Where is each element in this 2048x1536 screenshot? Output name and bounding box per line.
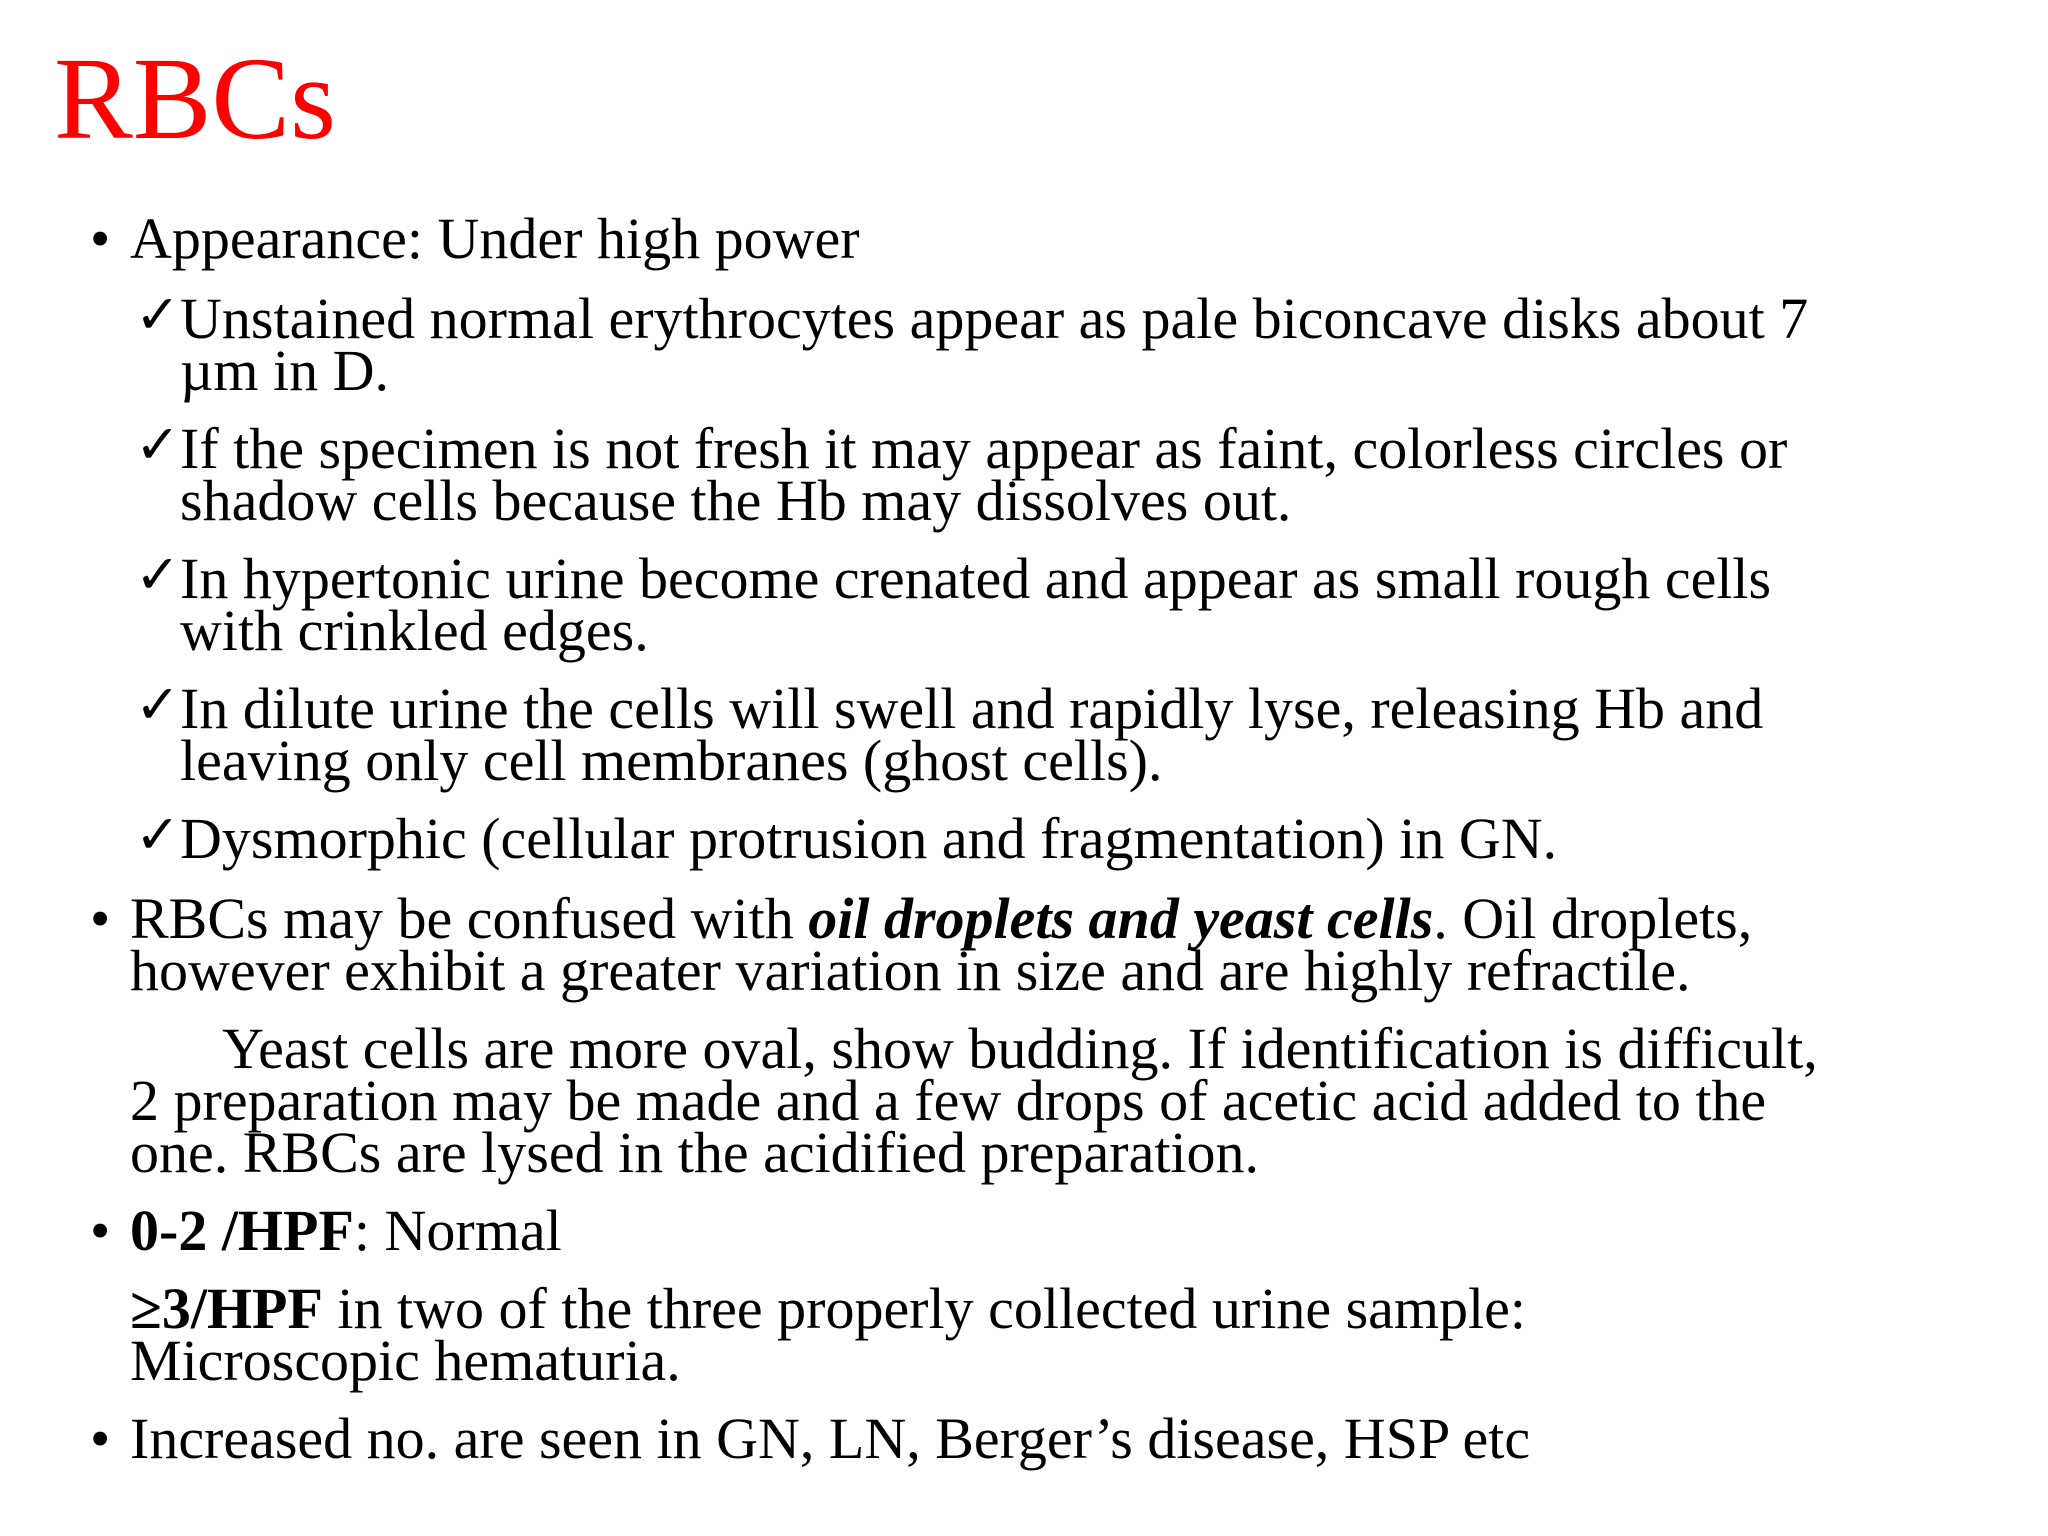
normal-label: : Normal — [353, 1198, 562, 1263]
confusion-suffix: . Oil droplets, — [1433, 886, 1753, 951]
check-item-line: Dysmorphic (cellular protrusion and fragmentation) in GN. — [180, 806, 1558, 871]
check-item-line: leaving only cell membranes (ghost cells). — [180, 728, 1163, 793]
check-item-line: In dilute urine the cells will swell and rapidly lyse, releasing Hb and — [180, 676, 1764, 741]
check-item-line: If the specimen is not fresh it may appear as faint, colorless circles or — [180, 416, 1788, 481]
bullet-icon: • — [90, 206, 111, 271]
check-icon: ✓ — [135, 675, 181, 735]
confusion-line-2: however exhibit a greater variation in size and are highly refractile. — [130, 938, 1691, 1003]
slide-title: RBCs — [54, 33, 337, 164]
yeast-para-line-1: Yeast cells are more oval, show budding. If identification is difficult, — [222, 1016, 1818, 1081]
bullet-appearance: Appearance: Under high power — [130, 206, 860, 271]
yeast-para-line-2: 2 preparation may be made and a few drops of acetic acid added to the — [130, 1068, 1767, 1133]
check-icon: ✓ — [135, 545, 181, 605]
hematuria-threshold: ≥3/HPF — [130, 1276, 323, 1341]
check-item-line: Unstained normal erythrocytes appear as pale biconcave disks about 7 — [180, 286, 1809, 351]
confusion-emphasis: oil droplets and yeast cells — [808, 886, 1434, 951]
hematuria-line-2: Microscopic hematuria. — [130, 1328, 681, 1393]
check-item-line: In hypertonic urine become crenated and appear as small rough cells — [180, 546, 1772, 611]
bullet-icon: • — [90, 1406, 111, 1471]
check-item-line: shadow cells because the Hb may dissolves out. — [180, 468, 1292, 533]
check-icon: ✓ — [135, 805, 181, 865]
check-icon: ✓ — [135, 285, 181, 345]
normal-range: 0-2 /HPF — [130, 1198, 354, 1263]
check-item-line: with crinkled edges. — [180, 598, 649, 663]
bullet-increased: Increased no. are seen in GN, LN, Berger’s disease, HSP etc — [130, 1406, 1531, 1471]
bullet-icon: • — [90, 886, 111, 951]
confusion-prefix: RBCs may be confused with — [130, 886, 809, 951]
yeast-para-line-3: one. RBCs are lysed in the acidified preparation. — [130, 1120, 1260, 1185]
bullet-icon: • — [90, 1198, 111, 1263]
hematuria-criteria: in two of the three properly collected urine sample: — [322, 1276, 1526, 1341]
check-icon: ✓ — [135, 415, 181, 475]
bullet-normal — [130, 1198, 562, 1263]
check-item-line: µm in D. — [180, 338, 390, 403]
